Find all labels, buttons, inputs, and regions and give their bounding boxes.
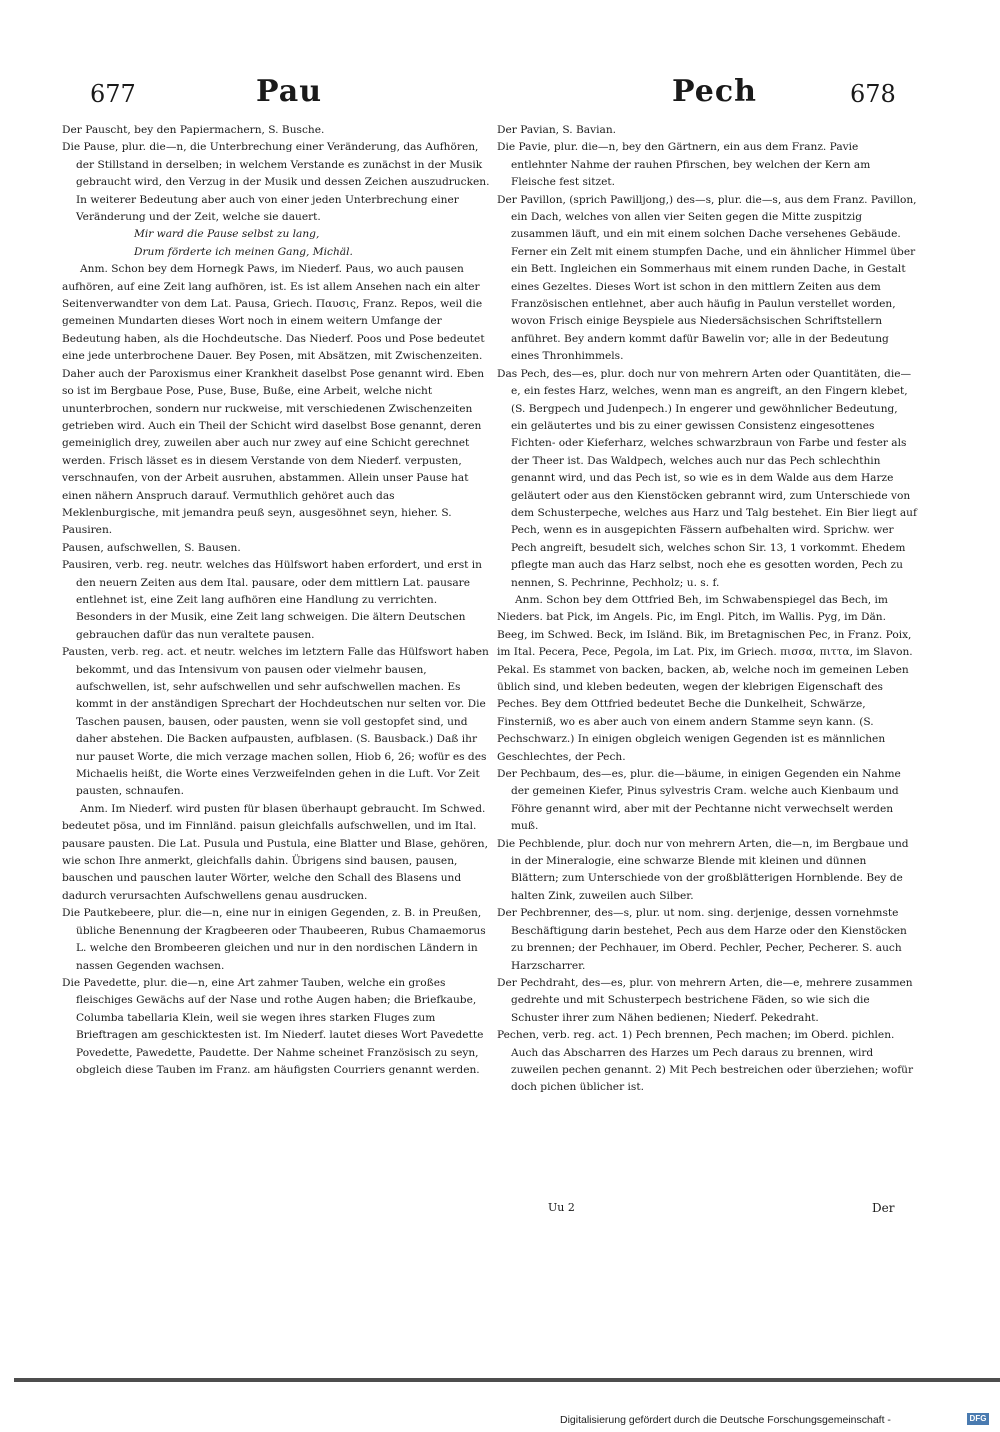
dictionary-entry: Pechen, verb. reg. act. 1) Pech brennen, Pech machen; im Oberd. pichlen. Auch das Abscharren des Harzes um Pech daraus zu brennen, wird zuweilen pechen genannt. 2) Mit Pech bestreichen oder überziehen; wofür doch pichen üblicher ist. <box>497 1029 914 1094</box>
annotation-paragraph: Anm. Schon bey dem Ottfried Beh, im Schwabenspiegel das Bech, im Nieders. bat Pick, im Angels. Pic, im Engl. Pitch, im Wallis. Pyg, im Dän. Beeg, im Schwed. Beck, im Isländ. Bik, im Bretagnischen Pec, in Franz. Poix, im Ital. Pecera, Pece, Pegola, im Lat. Pix, im Griech. πισσα, πιττα, im Slavon. Pekal. Es stammet von backen, backen, ab, welche noch im gemeinen Leben üblich sind, und kleben bedeuten, wegen der klebrigen Eigenschaft des Peches. Bey dem Ottfried bedeutet Beche die Dunkelheit, Schwärze, Finsterniß, wo es aber auch von einem andern Stamme seyn kann. (S. Pechschwarz.) In einigen obgleich wenigen Gegenden ist es männlichen Geschlechtes, der Pech. <box>497 593 913 763</box>
dictionary-entry: Der Pavillon, (sprich Pawilljong,) des—s, plur. die—s, aus dem Franz. Pavillon, ein Dach, welches von allen vier Seiten gegen die Mitte zuspitzig zusammen läuft, und ein mit einem solchen Dache versehenes Gebäude. Ferner ein Zelt mit einem stumpfen Dache, und ein ähnlicher Himmel über ein Bett. Ingleichen ein Sommerhaus mit einem runden Dache, in Gestalt eines Gezeltes. Dieses Wort ist schon in den mittlern Zeiten aus dem Französischen entlehnet, aber auch häufig in Paulun verstellet worden, wovon Frisch einige Beyspiele aus Niedersächsischen Schriftstellern anführet. Bey andern kommt dafür Bawelin vor; alle in der Bedeutung eines Thronhimmels. <box>497 193 917 363</box>
right-running-head: Pech <box>672 74 757 109</box>
annotation-paragraph: Anm. Schon bey dem Hornegk Paws, im Niederf. Paus, wo auch pausen aufhören, auf eine Zeit lang aufhören, ist. Es ist allem Ansehen nach ein alter Seitenverwandter von dem Lat. Pausa, Griech. Παυσις, Franz. Repos, weil die gemeinen Mundarten dieses Wort noch in einem weitern Umfange der Bedeutung haben, als die Hochdeutsche. Das Niederf. Poos und Pose bedeutet eine jede unterbrochene Dauer. Bey Posen, mit Absätzen, mit Zwischenzeiten. Daher auch der Paroxismus einer Krankheit daselbst Pose genannt wird. Eben so ist im Bergbaue Pose, Puse, Buse, Buße, eine Arbeit, welche nicht ununterbrochen, sondern nur ruckweise, mit verschiedenen Zwischenzeiten getrieben wird. Auch ein Theil der Schicht wird daselbst Bose genannt, deren gemeiniglich drey, zuweilen aber auch nur zwey auf eine Schicht gerechnet werden. Frisch lässet es in diesem Verstande von dem Niederf. verpusten, verschnaufen, von der Arbeit ausruhen, abstammen. Allein unser Pause hat einen nähern Anspruch darauf. Vermuthlich gehöret auch das Meklenburgische, mit jemandra peuß seyn, ausgesöhnet seyn, hieher. S. Pausiren. <box>62 263 485 537</box>
dictionary-entry: Das Pech, des—es, plur. doch nur von mehrern Arten oder Quantitäten, die—e, ein festes Harz, welches, wenn man es angreift, an den Fingern klebet, (S. Bergpech und Judenpech.) In engerer und gewöhnlicher Bedeutung, ein geläutertes und bis zu einer gewissen Consistenz eingesottenes Fichten- oder Kieferharz, welches schwarzbraun von Farbe und fester als der Theer ist. Das Waldpech, welches auch nur das Pech schlechthin genannt wird, und das Pech ist, so wie es in dem Walde aus dem Harze geläutert oder aus den Kienstöcken gebrannt wird, zum Unterschiede von dem Schusterpeche, welches aus Harz und Talg bestehet. Ein Bier liegt auf Pech, wenn es in ausgepichten Fässern aufbehalten wird. Sprichw. wer Pech angreift, besudelt sich, welches schon Sir. 13, 1 vorkommt. Ehedem pflegte man auch das Harz selbst, noch ehe es gesotten worden, Pech zu nennen, S. Pechrinne, Pechholz; u. s. f. <box>497 367 917 589</box>
signature-mark: Uu 2 <box>548 1201 575 1214</box>
catchword: Der <box>872 1201 895 1215</box>
verse-line: Drum förderte ich meinen Gang, Michäl. <box>134 245 353 258</box>
verse-line: Mir ward die Pause selbst zu lang, <box>134 228 320 241</box>
funding-footer: Digitalisierung gefördert durch die Deutsche Forschungsgemeinschaft - <box>560 1414 891 1426</box>
dictionary-entry: Die Pause, plur. die—n, die Unterbrechung einer Veränderung, das Aufhören, der Stillstand in derselben; in welchem Verstande es zunächst in der Musik gebraucht wird, den Verzug in der Musik und dessen Zeichen auszudrucken. In weiterer Bedeutung aber auch von einer jeden Unterbrechung einer Veränderung und der Zeit, welche sie dauert. <box>62 141 490 224</box>
dictionary-entry: Pausten, verb. reg. act. et neutr. welches im letztern Falle das Hülfswort haben bekommt, und das Intensivum von pausen oder vielmehr bausen, aufschwellen, ist, sehr aufschwellen und sehr aufschwellen machen. Es kommt in der anständigen Sprechart der Hochdeutschen nur selten vor. Die Taschen pausen, bausen, oder pausten, wenn sie voll gestopfet sind, und daher abstehen. Die Backen aufpausten, aufblasen. (S. Bausback.) Daß ihr nur pauset Worte, die mich verzage machen sollen, Hiob 6, 26; wofür es des Michaelis heißt, die Worte eines Verzweifelnden gehen in die Luft. Vor Zeit pausten, schnaufen. <box>62 646 489 798</box>
right-column <box>497 122 917 1097</box>
dictionary-entry: Pausen, aufschwellen, S. Bausen. <box>62 541 241 554</box>
left-page-number: 677 <box>90 80 136 108</box>
dfg-logo: DFG <box>967 1413 989 1425</box>
dictionary-entry: Der Pauscht, bey den Papiermachern, S. Busche. <box>62 124 325 136</box>
left-column <box>62 122 490 1079</box>
dictionary-entry: Der Pavian, S. Bavian. <box>497 124 617 136</box>
dictionary-entry: Die Pavedette, plur. die—n, eine Art zahmer Tauben, welche ein großes fleischiges Gewächs auf der Nase und rothe Augen haben; die Briefkaube, Columba tabellaria Klein, weil sie wegen ihres starken Fluges zum Brieftragen am geschicktesten ist. Im Niederf. lautet dieses Wort Pavedette Povedette, Pawedette, Paudette. Der Nahme scheinet Französisch zu seyn, obgleich diese Tauben im Franz. am häufigsten Courriers genannt werden. <box>62 976 484 1076</box>
dictionary-entry: Pausiren, verb. reg. neutr. welches das Hülfswort haben erfordert, und erst in den neuern Zeiten aus dem Ital. pausare, oder dem mittlern Lat. pausare entlehnet ist, eine Zeit lang aufhören eine Handlung zu verrichten. Besonders in der Musik, eine Zeit lang schweigen. Die ältern Deutschen gebrauchen dafür das nun veraltete pausen. <box>62 559 482 641</box>
dictionary-entry: Der Pechdraht, des—es, plur. von mehrern Arten, die—e, mehrere zusammen gedrehte und mit Schusterpech bestrichene Fäden, so wie sich die Schuster ihrer zum Nähen bedienen; Niederf. Pekedraht. <box>497 976 913 1024</box>
dictionary-entry: Die Pautkebeere, plur. die—n, eine nur in einigen Gegenden, z. B. in Preußen, übliche Benennung der Kragbeeren oder Thaubeeren, Rubus Chamaemorus L. welche den Brombeeren gleichen und nur in den nordischen Ländern in nassen Gegenden wachsen. <box>62 907 486 972</box>
footer-rule <box>14 1378 1000 1382</box>
right-page-number: 678 <box>850 80 896 108</box>
annotation-paragraph: Anm. Im Niederf. wird pusten für blasen überhaupt gebraucht. Im Schwed. bedeutet pösa, und im Finnländ. paisun gleichfalls aufschwellen, und im Ital. pausare pausten. Die Lat. Pusula und Pustula, eine Blatter und Blase, gehören, wie schon Ihre anmerkt, gleichfalls dahin. Übrigens sind bausen, pausen, bauschen und pauschen lauter Wörter, welche den Schall des Blasens und dadurch verursachten Aufschwellens genau ausdrucken. <box>62 802 488 902</box>
dictionary-entry: Der Pechbrenner, des—s, plur. ut nom. sing. derjenige, dessen vornehmste Beschäftigung darin bestehet, Pech aus dem Harze oder den Kienstöcken zu brennen; der Pechhauer, im Oberd. Pechler, Pecher, Pecherer. S. auch Harzscharrer. <box>497 907 907 972</box>
dictionary-entry: Die Pechblende, plur. doch nur von mehrern Arten, die—n, im Bergbaue und in der Mineralogie, eine schwarze Blende mit kleinen und dünnen Blättern; zum Unterschiede von der großblätterigen Hornblende. Bey de halten Zink, zuweilen auch Silber. <box>497 837 909 902</box>
dictionary-entry: Der Pechbaum, des—es, plur. die—bäume, in einigen Gegenden ein Nahme der gemeinen Kiefer, Pinus sylvestris Cram. welche auch Kienbaum und Föhre genannt wird, aber mit der Pechtanne nicht verwechselt werden muß. <box>497 768 901 833</box>
left-running-head: Pau <box>256 74 323 109</box>
dictionary-entry: Die Pavie, plur. die—n, bey den Gärtnern, ein aus dem Franz. Pavie entlehnter Nahme der rauhen Pfirschen, bey welchen der Kern am Fleische fest sitzet. <box>497 141 871 189</box>
